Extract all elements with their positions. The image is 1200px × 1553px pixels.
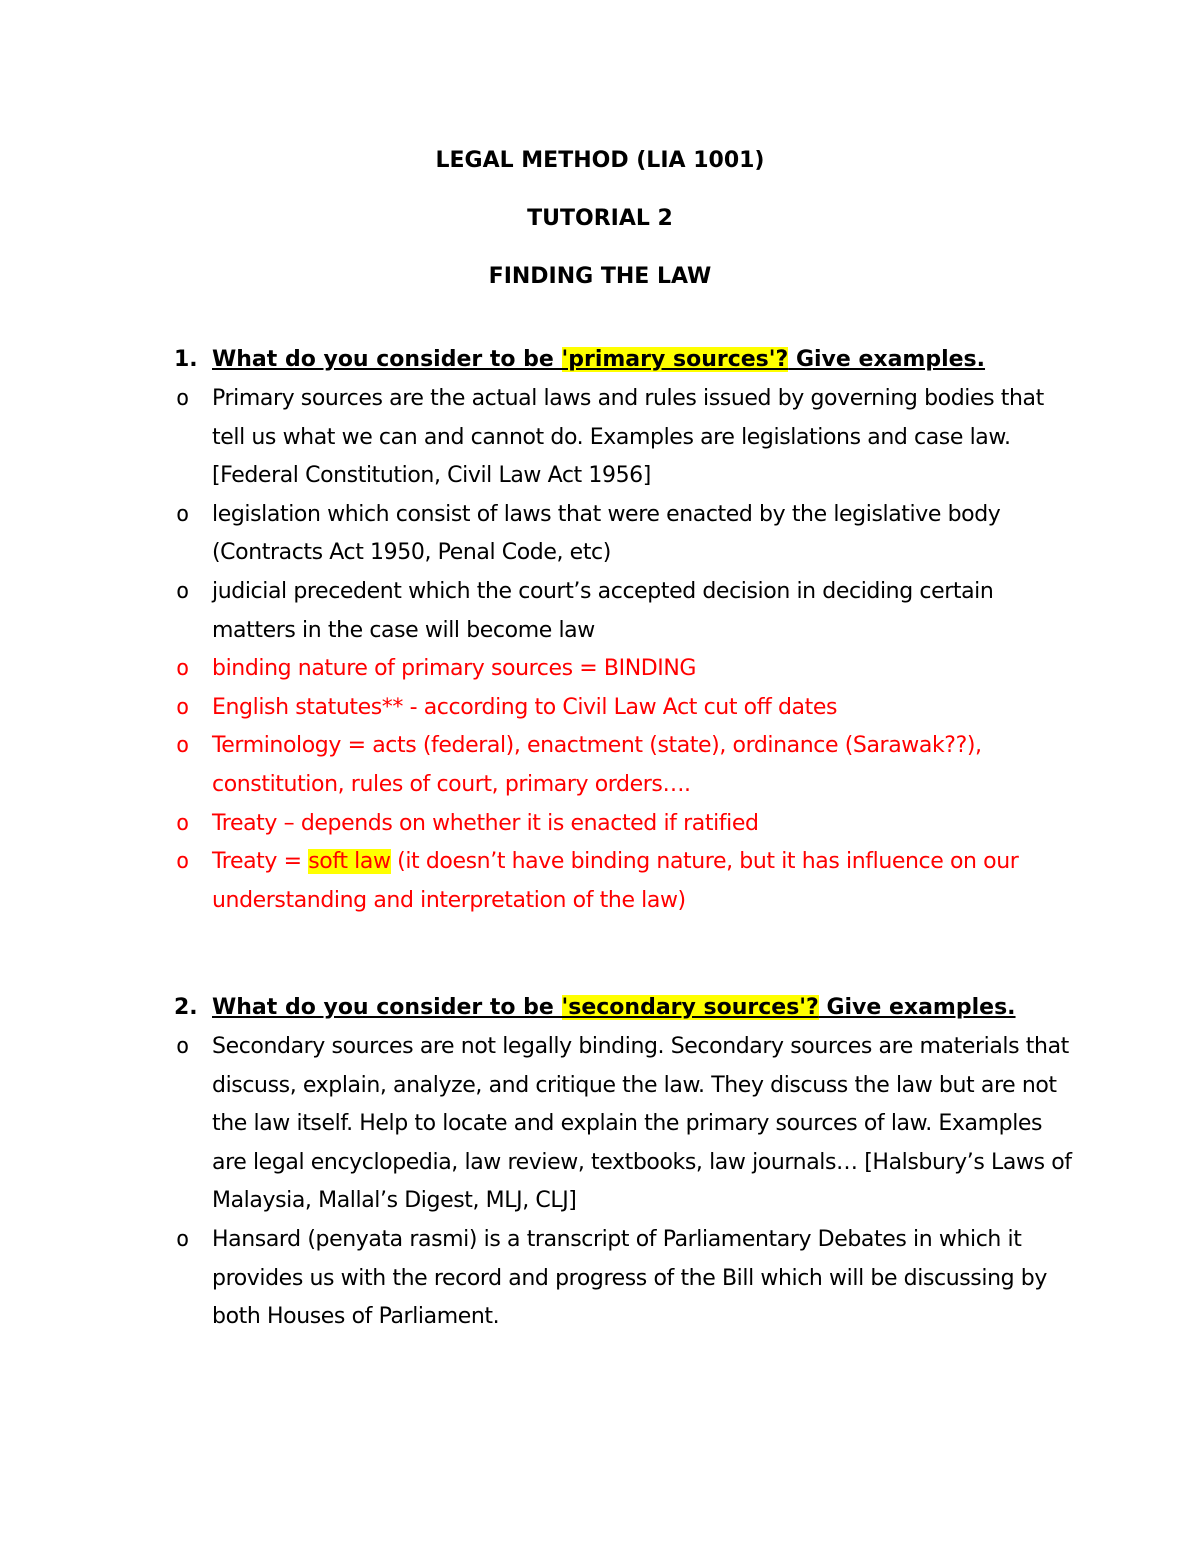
question-text-start: What do you consider to be: [212, 995, 562, 1020]
highlighted-term: 'primary sources'?: [561, 347, 789, 372]
list-item-text: judicial precedent which the court’s accepted decision in deciding certain matters in the case will become law: [212, 578, 994, 643]
list-item-text: Primary sources are the actual laws and rules issued by governing bodies that tell us what we can and cannot do. Examples are legislations and case law. [Federal Constitution, Civil Law Act 1956]: [212, 386, 1044, 489]
tutorial-title: TUTORIAL 2: [527, 206, 673, 231]
list-item: [174, 496, 1074, 573]
bullet-marker: o: [176, 386, 189, 411]
list-item: [174, 843, 1074, 920]
question-text-end: Give examples.: [818, 995, 1016, 1020]
list-item-text: Terminology = acts (federal), enactment (state), ordinance (Sarawak??), constitution, rules of court, primary orders….: [212, 733, 982, 797]
bullet-marker: o: [176, 1034, 189, 1059]
list-item-text-start: Treaty =: [212, 849, 309, 875]
list-item: [174, 689, 1074, 728]
question-text-end: Give examples.: [788, 347, 986, 372]
question-text: [212, 995, 1016, 1020]
list-item-text: English statutes** - according to Civil Law Act cut off dates: [212, 694, 838, 720]
question-number: 1.: [174, 347, 198, 372]
list-item: [174, 805, 1074, 844]
list-item-text: legislation which consist of laws that were enacted by the legislative body (Contracts Act 1950, Penal Code, etc): [212, 501, 1001, 566]
bullet-marker: o: [176, 656, 189, 682]
course-title: LEGAL METHOD (LIA 1001): [435, 148, 765, 173]
list-item: [174, 650, 1074, 689]
bullet-marker: o: [176, 694, 189, 720]
bullet-marker: o: [176, 501, 189, 527]
list-item-text: Hansard (penyata rasmi) is a transcript of Parliamentary Debates in which it provides us with the record and progress of the Bill which will be discussing by both Houses of Parliament.: [212, 1226, 1047, 1330]
list-item: [174, 1028, 1074, 1221]
list-item-text: Secondary sources are not legally binding. Secondary sources are materials that discuss, explain, analyze, and critique the law. They discuss the law but are not the law itself. Help to locate and explain the primary sources of law. Examples are legal encyclopedia, law review, textbooks, law journals… [Halsbury’s Laws of Malaysia, Mallal’s Digest, MLJ, CLJ]: [212, 1034, 1072, 1214]
question-text-start: What do you consider to be: [212, 347, 562, 372]
answer-list-2: [174, 1028, 1074, 1337]
topic-title: FINDING THE LAW: [488, 264, 712, 289]
answer-list-1: [174, 380, 1074, 920]
list-item: [174, 727, 1074, 804]
list-item-text-end: (it doesn’t have binding nature, but it has influence on our understanding and interpretation of the law): [212, 849, 1019, 913]
question-1: [174, 347, 985, 373]
list-item: [174, 380, 1074, 496]
highlighted-term: soft law: [308, 849, 391, 875]
list-item: [174, 573, 1074, 650]
bullet-marker: o: [176, 849, 189, 875]
list-item: [174, 1221, 1074, 1337]
bullet-marker: o: [176, 1226, 189, 1252]
bullet-marker: o: [176, 733, 189, 759]
list-item-text: Treaty – depends on whether it is enacted if ratified: [212, 810, 759, 836]
bullet-marker: o: [176, 578, 189, 604]
question-number: 2.: [174, 995, 198, 1020]
bullet-marker: o: [176, 810, 189, 836]
question-2: [174, 995, 1016, 1021]
question-text: [212, 347, 985, 372]
highlighted-term: 'secondary sources'?: [561, 995, 819, 1020]
list-item-text: binding nature of primary sources = BINDING: [212, 656, 697, 682]
